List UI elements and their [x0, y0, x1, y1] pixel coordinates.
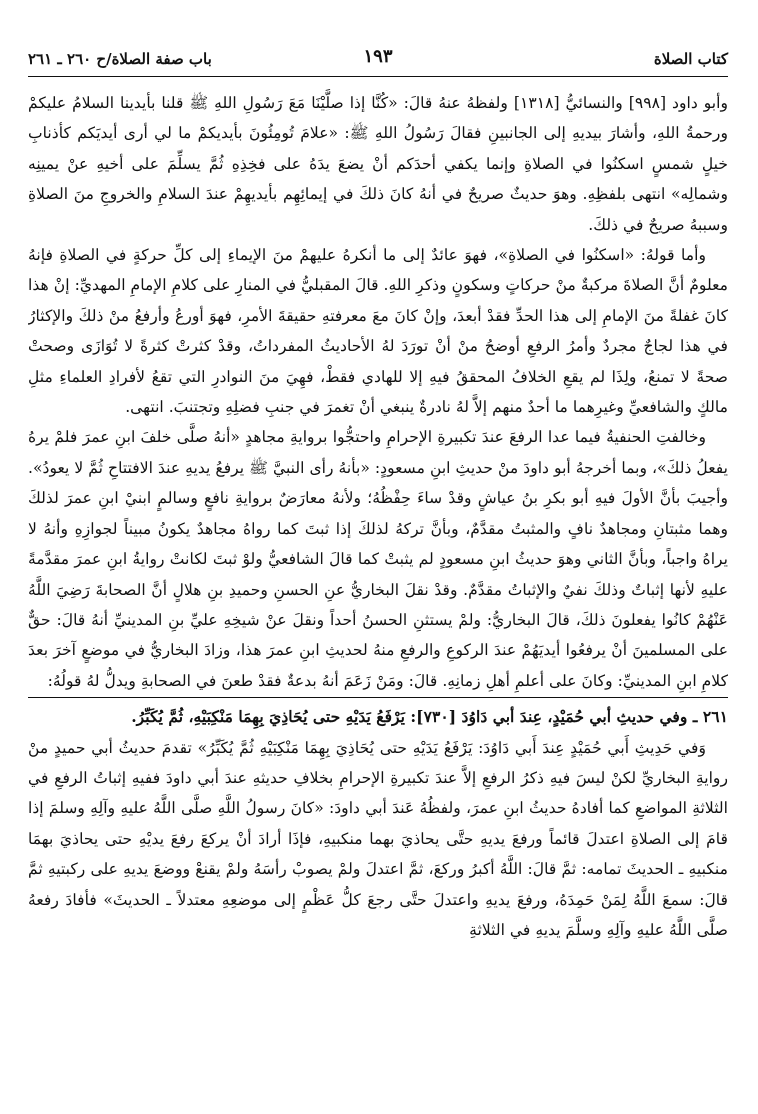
chapter-reference: باب صفة الصلاة/ح ٢٦٠ ـ ٢٦١	[28, 50, 212, 68]
page-number: ١٩٣	[363, 46, 393, 67]
book-title: كتاب الصلاة	[653, 50, 728, 68]
hadith-divider	[28, 697, 728, 698]
page-header	[28, 40, 728, 70]
hadith-text: ـ وفي حديثِ أبي حُمَيْدٍ، عِندَ أبي دَاوُدَ [٧٣٠]: يَرْفَعُ يَدَيْهِ حتى يُحَاذِيَ بِهِمَا مَنْكِبَيْهِ، ثُمَّ يُكَبِّرُ.	[131, 707, 698, 727]
commentary-paragraph: وَفي حَدِيثِ أَبي حُمَيْدٍ عِندَ أَبي دَاوُدَ: يَرْفَعُ يَدَيْهِ حتى يُحَاذِيَ بِهِمَا مَنْكِبَيْهِ ثُمَّ يُكَبِّرُ» تقدمَ حديثُ أبي حميدٍ منْ روايةِ البخاريِّ لكنْ ليسَ فيهِ ذكرُ الرفعِ إلاَّ عندَ تكبيرةِ الإحرامِ بخلافِ حديثهِ عندَ أبي داودَ ففيهِ إثباتُ الرفعِ في الثلاثةِ المواضعِ كما أفادهُ حديثُ ابنِ عمرَ، ولفظُهُ عَندَ أبي داودَ: «كانَ رسولُ اللَّهِ صلَّى اللَّهُ عليهِ وآلِهِ وسلمَ إذا قامَ إلى الصلاةِ اعتدلَ قائماً ورفعَ يديهِ حتَّى يحاذيَ بهما منكبيهِ، فإذَا أرادَ أنْ يركعَ رفعَ يديْهِ حتى يحاذيَ بهمَا منكبيهِ ـ الحديثَ تمامه: ثمَّ قالَ: اللَّهُ أكبرُ وركعَ، ثمَّ اعتدلَ ولمْ يصوبْ رأسَهُ ولمْ يقنعْ ووضعَ يديهِ على ركبتيهِ ثمَّ قالَ: سمعَ اللَّهُ لِمَنْ حَمِدَهُ، ورفعَ يديهِ واعتدلَ حتَّى رجعَ كلُّ عَظْمٍ إلى موضعِهِ معتدلاً ـ الحديثَ» فأفادَ رفعهُ صلَّى اللَّهُ عليهِ وآلِهِ وسلَّمَ يديهِ في الثلاثةِ	[28, 738, 728, 939]
page-body	[28, 88, 728, 1108]
paragraph: وأما قولهُ: «اسكنُوا في الصلاةِ»، فهوَ عائدٌ إلى ما أنكرهُ عليهمْ منَ الإيماءِ إلى كلِّ حركةٍ في الصلاةِ فإنهُ معلومٌ أنَّ الصلاةَ مركبةٌ منْ حركاتٍ وسكونٍ وذكرِ اللهِ. قالَ المقبليُّ في المنارِ على كلامِ الإمامِ المهديِّ: إنْ هذا كانَ غفلةً منَ الإمامِ إلى هذا الحدِّ فقدْ أبعدَ، وإنْ كانَ معَ معرفتهِ حقيقةَ الأمرِ، فهوَ أورعُ وأرفعُ منْ ذلكَ والإكثارُ في هذا لجاجٌ مجردٌ وأمرُ الرفعِ أوضحُ منْ أنْ تورَدَ لهُ الأحاديثُ المفرداتُ، وقدْ كثرتْ كثرةً لا تُوَازَى وصحتْ صحةً لا تمنعُ، ولِذَا لم يقعِ الخلافُ المحققُ فيهِ إلا للهادي فقطْ، فهِيَ منَ النوادرِ التي تقعُ لأفرادِ العلماءِ مثلِ مالكٍ والشافعيِّ وغيرِهما ما أحدٌ منهم إلاَّ لهُ نادرةٌ ينبغي أنْ تغمرَ في جنبِ فضلِهِ وتجتنبَ. انتهى.	[28, 246, 728, 417]
paragraph: وخالفتِ الحنفيةُ فيما عدا الرفعَ عندَ تكبيرةِ الإحرامِ واحتجُّوا بروايةِ مجاهدٍ «أنهُ صلَّى خلفَ ابنِ عمرَ فلمْ يرهُ يفعلُ ذلكَ»، وبما أخرجهُ أبو داودَ منْ حديثِ ابنِ مسعودٍ: «بأنهُ رأى النبيَّ ﷺ يرفعُ يديهِ عندَ الافتتاحِ ثُمَّ لا يعودُ». وأجيبَ بأنَّ الأولَ فيهِ أبو بكرِ بنُ عياشٍ وقدْ ساءَ حِفْظُهُ؛ ولأنهُ معارَضٌ بروايةِ نافعٍ وسالمٍ ابنيْ ابنِ عمرَ لذلكَ وهما مثبتانِ ومجاهدٌ نافٍ والمثبتُ مقدَّمٌ، وبأنَّ تركهُ لذلكَ إذا ثبتَ كما رواهُ مجاهدٌ يكونُ مبيناً لجوازِهِ وأنهُ لا يراهُ واجباً، وبأنَّ الثاني وهوَ حديثُ ابنِ مسعودٍ لم يثبتْ كما قالَ الشافعيُّ ولوْ ثبتَ لكانتْ روايةُ ابنِ عمرَ مقدَّمةً عليهِ لأنها إثباتٌ وذلكَ نفيٌ والإثباتُ مقدَّمٌ. وقدْ نقلَ البخاريُّ عنِ الحسنِ وحميدِ بنِ هلالٍ أنَّ الصحابةَ رَضِيَ اللَّهُ عَنْهُمْ كانُوا يفعلونَ ذلكَ، قالَ البخاريُّ: ولمْ يستثنِ الحسنُ أحداً ونقلَ عنْ شيخِهِ عليِّ بنِ المدينيِّ أنهُ قالَ: حقٌّ على المسلمينَ أنْ يرفعُوا أيديَهُمْ عندَ الركوعِ والرفعِ منهُ لحديثِ ابنِ عمرَ هذا، وزادَ البخاريُّ في موضعٍ آخرَ بعدَ كلامِ ابنِ المدينيِّ: وكانَ على أعلمِ أهلِ زمانِهِ. قالَ: ومَنْ زَعَمَ أنهُ بدعةٌ فقدْ طعنَ في الصحابةِ ويدلُّ لهُ قولُهُ:	[28, 428, 728, 690]
paragraph: وأبو داود [٩٩٨] والنسائيُّ [١٣١٨] ولفظهُ عنهُ قالَ: «كُنَّا إذا صلَّيْنَا مَعَ رَسُولِ اللهِ ﷺ قلنا بأيدينا السلامُ عليكمْ ورحمةُ اللهِ، وأشارَ بيديهِ إلى الجانبينِ فقالَ رَسُولُ اللهِ ﷺ: «علامَ تُومِئُونَ بأيديكمْ ما لي أرى أيديَكم كأذنابِ خيلٍ شمسٍ اسكنُوا في الصلاةِ وإنما يكفي أحدَكم أنْ يضعَ يدَهُ على فخِذِهِ ثُمَّ يسلِّمَ على أخيهِ عنْ يمينِه وشمالِه» انتهى بلفظِهِ. وهوَ حديثٌ صريحٌ في أنهُ كانَ ذلكَ في إيمائِهِم بأيديهِمْ عندَ السلامِ والخروجِ منَ الصلاةِ وسببهُ صريحٌ في ذلكَ.	[28, 94, 728, 234]
header-divider	[28, 76, 728, 77]
hadith-entry	[28, 702, 728, 732]
hadith-number: ٢٦١	[702, 707, 728, 727]
